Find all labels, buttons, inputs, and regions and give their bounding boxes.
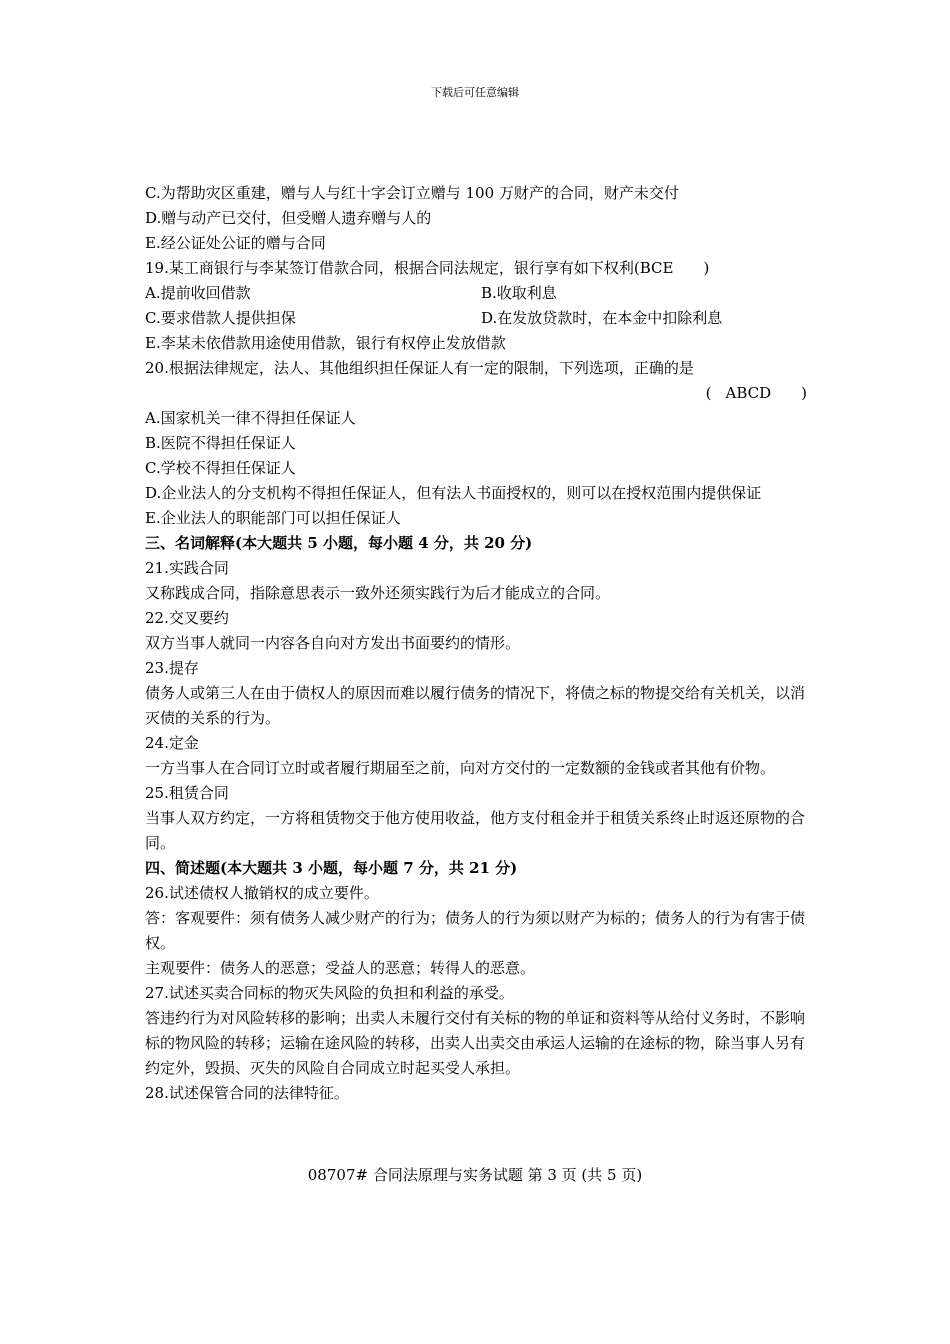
q18-option-d: D.赠与动产已交付，但受赠人遗弃赠与人的 [145,209,432,227]
q19-close-paren: ) [703,259,710,277]
q19-stem-text: 19.某工商银行与李某签订借款合同，根据合同法规定，银行享有如下权利( [145,259,640,277]
q19-option-c: C.要求借款人提供担保 [145,309,296,327]
q20-option-a: A.国家机关一律不得担任保证人 [145,409,356,427]
q19-option-d: D.在发放贷款时，在本金中扣除利息 [481,309,723,327]
definition-23: 债务人或第三人在由于债权人的原因而难以履行债务的情况下，将债之标的物提交给有关机关，以消灭债的关系的行为。 [145,684,806,727]
term-24: 24.定金 [145,734,199,752]
term-22: 22.交叉要约 [145,609,229,627]
q20-option-d: D.企业法人的分支机构不得担任保证人，但有法人书面授权的，则可以在授权范围内提供保证 [145,484,762,502]
section-4-title: 四、简述题(本大题共 3 小题，每小题 7 分，共 21 分) [145,859,518,877]
question-26: 26.试述债权人撤销权的成立要件。 [145,884,379,902]
q20-option-e: E.企业法人的职能部门可以担任保证人 [145,509,401,527]
term-23: 23.提存 [145,659,199,677]
q19-stem [145,256,807,281]
definition-22: 双方当事人就同一内容各自向对方发出书面要约的情形。 [145,634,521,652]
q19-options-row-1 [145,281,807,306]
q20-answer-line [145,381,807,406]
answer-26-objective: 答：客观要件：须有债务人减少财产的行为；债务人的行为须以财产为标的；债务人的行为有害于债权。 [145,909,806,952]
q19-options-row-2 [145,306,807,331]
document-body [145,181,807,1106]
q20-stem: 20.根据法律规定，法人、其他组织担任保证人有一定的限制，下列选项，正确的是 [145,359,694,377]
question-28: 28.试述保管合同的法律特征。 [145,1084,349,1102]
q18-option-c: C.为帮助灾区重建，赠与人与红十字会订立赠与 100 万财产的合同，财产未交付 [145,184,679,202]
q19-option-a: A.提前收回借款 [145,284,251,302]
q19-option-e: E.李某未依借款用途使用借款，银行有权停止发放借款 [145,334,506,352]
page-header: 下载后可任意编辑 [431,86,519,99]
term-21: 21.实践合同 [145,559,229,577]
definition-21: 又称践成合同，指除意思表示一致外还须实践行为后才能成立的合同。 [145,584,611,602]
q19-option-b: B.收取利息 [481,284,557,302]
q19-answer: BCE [639,259,674,277]
answer-26-subjective: 主观要件：债务人的恶意；受益人的恶意；转得人的恶意。 [145,959,536,977]
q20-option-c: C.学校不得担任保证人 [145,459,296,477]
q20-close-paren: ) [801,384,807,402]
q20-answer: ABCD [725,384,772,402]
section-3-title: 三、名词解释(本大题共 5 小题，每小题 4 分，共 20 分) [145,534,533,552]
definition-25: 当事人双方约定，一方将租赁物交于他方使用收益，他方支付租金并于租赁关系终止时返还原物的合同。 [145,809,806,852]
definition-24: 一方当事人在合同订立时或者履行期届至之前，向对方交付的一定数额的金钱或者其他有价物。 [145,759,776,777]
q18-option-e: E.经公证处公证的赠与合同 [145,234,326,252]
q20-open-paren: ( [705,384,712,402]
page-footer: 08707# 合同法原理与实务试题 第 3 页 (共 5 页) [307,1166,643,1184]
answer-27: 答违约行为对风险转移的影响；出卖人未履行交付有关标的物的单证和资料等从给付义务时，不影响标的物风险的转移；运输在途风险的转移，出卖人出卖交由承运人运输的在途标的物，除当事人另有约定外，毁损、灭失的风险自合同成立时起买受人承担。 [145,1009,806,1077]
q20-option-b: B.医院不得担任保证人 [145,434,296,452]
question-27: 27.试述买卖合同标的物灭失风险的负担和利益的承受。 [145,984,514,1002]
term-25: 25.租赁合同 [145,784,229,802]
